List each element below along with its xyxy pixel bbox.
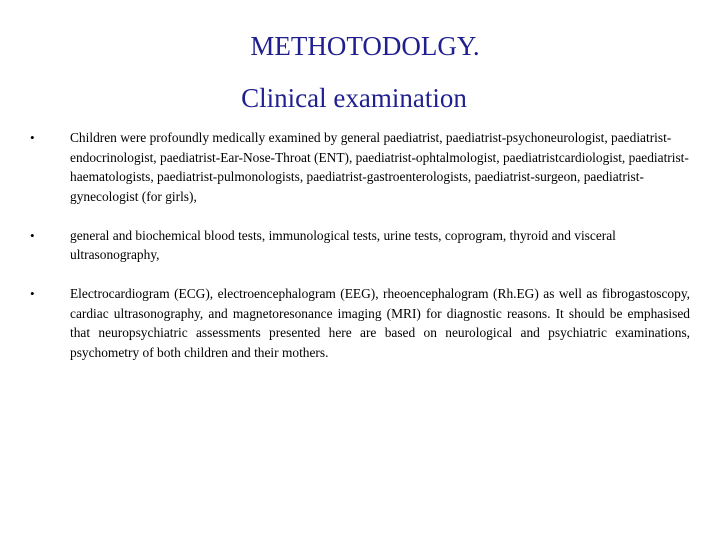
bullet-text: Electrocardiogram (ECG), electroencephalogram (EEG), rheoencephalogram (Rh.EG) as well as fibrogastoscopy, cardiac ultrasonography, and magnetoresonance imaging (MRI) for diagnostic reasons. It should be emphasised that neuropsychiatric assessments presented here are based on neurological and psychiatric examinations, psychometry of both children and their mothers. bbox=[70, 286, 690, 360]
bullet-icon: • bbox=[30, 130, 35, 145]
bullet-item-diagnostics bbox=[30, 284, 690, 362]
slide-title: METHOTODOLGY. bbox=[250, 31, 480, 61]
bullet-list bbox=[30, 128, 690, 362]
slide-subtitle: Clinical examination bbox=[241, 83, 467, 113]
bullet-item-tests bbox=[30, 226, 690, 265]
bullet-text: general and biochemical blood tests, immunological tests, urine tests, coprogram, thyroid and visceral ultrasonography, bbox=[70, 227, 616, 262]
bullet-icon: • bbox=[30, 227, 35, 243]
bullet-item-examinations bbox=[30, 128, 690, 206]
bullet-icon: • bbox=[30, 286, 35, 301]
bullet-text: Children were profoundly medically examined by general paediatrist, paediatrist-psychoneurologist, paediatrist-endocrinologist, paediatrist-Ear-Nose-Throat (ENT), paediatrist-ophtalmologist, paediatristcardiologist, paediatrist-haematologists, paediatrist-pulmonologists, paediatrist-gastroenterologists, paediatrist-surgeon, paediatrist-gynecologist (for girls), bbox=[70, 130, 689, 204]
